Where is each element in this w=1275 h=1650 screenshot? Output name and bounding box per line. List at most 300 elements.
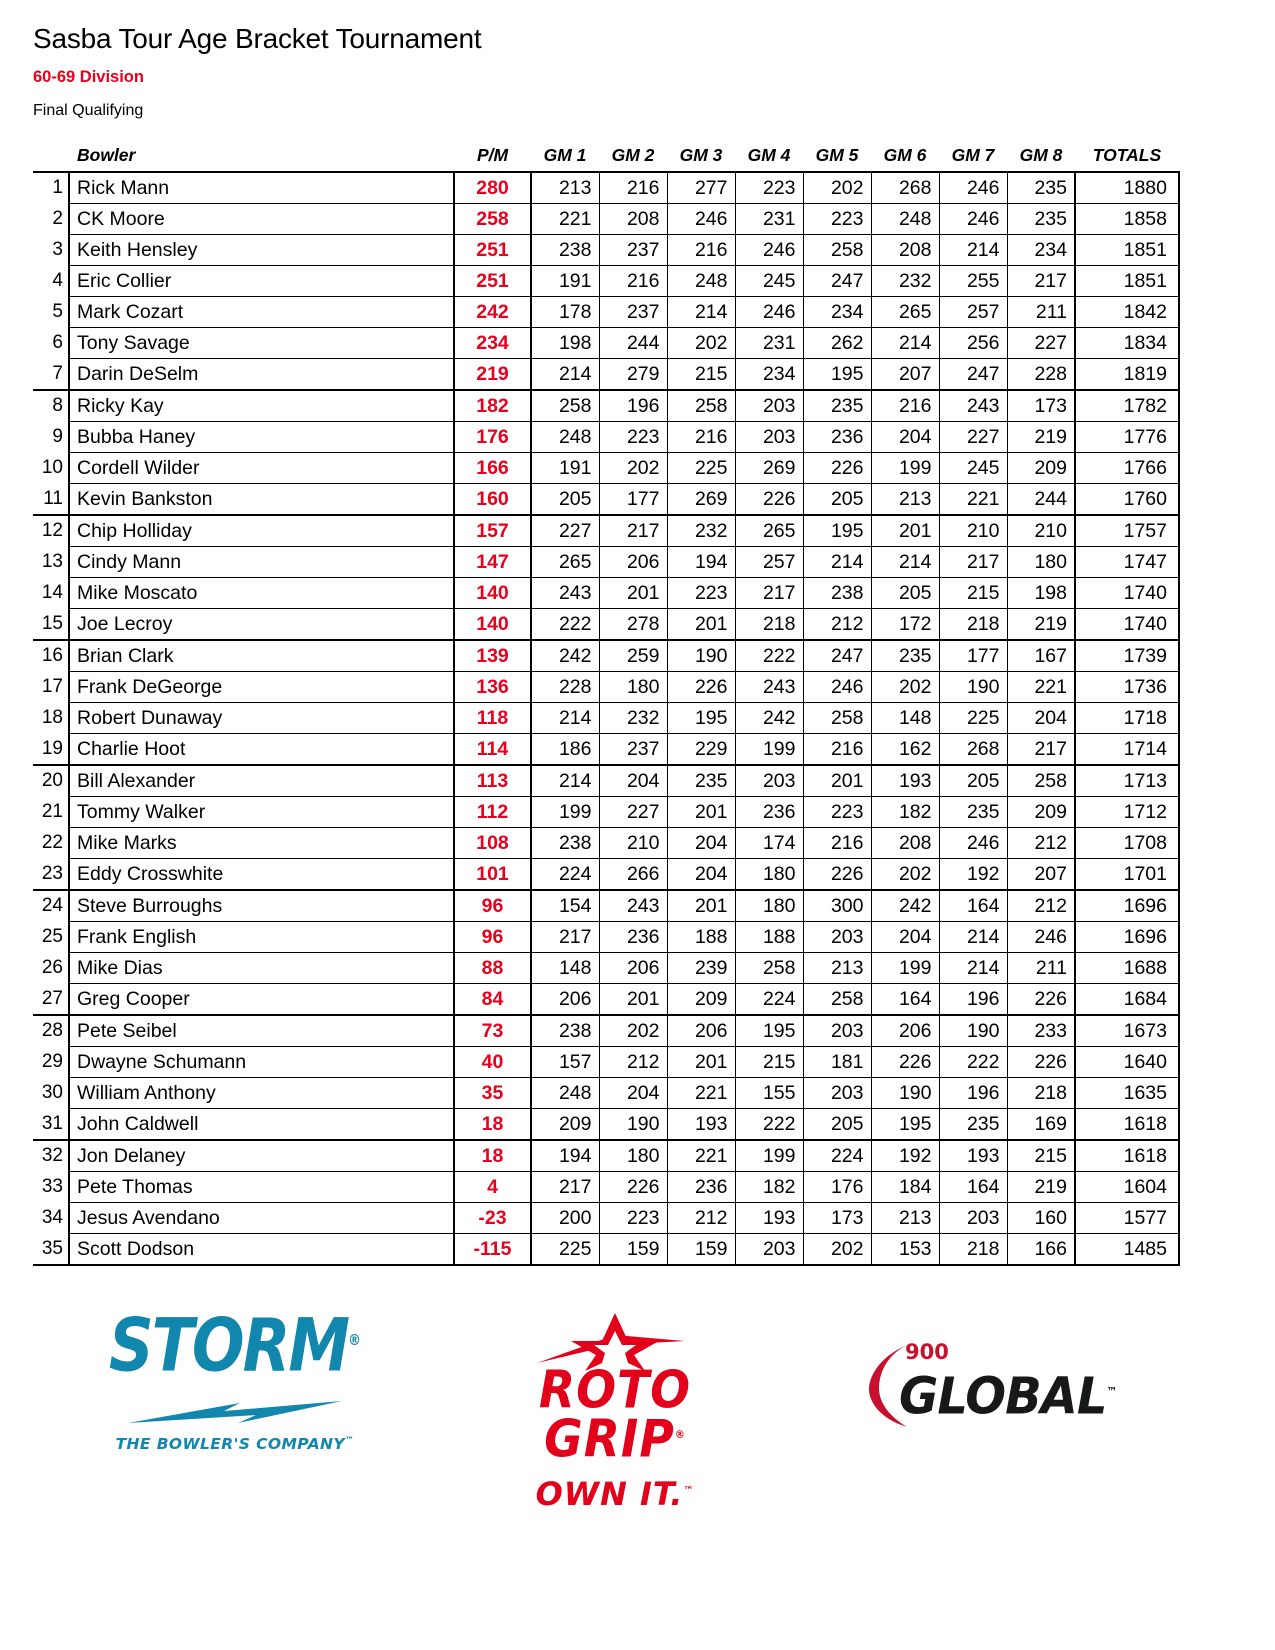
cell-game-2: 279 — [599, 359, 667, 391]
cell-bowler-name: Dwayne Schumann — [69, 1047, 454, 1078]
cell-game-2: 202 — [599, 1015, 667, 1047]
global-900-lockup — [865, 1340, 1117, 1429]
cell-game-8: 212 — [1007, 828, 1075, 859]
cell-game-2: 226 — [599, 1172, 667, 1203]
cell-pm: 251 — [454, 266, 531, 297]
cell-game-8: 160 — [1007, 1203, 1075, 1234]
cell-game-1: 248 — [531, 422, 599, 453]
roto-grip-line3-text: OWN IT. — [535, 1474, 684, 1513]
cell-pm: 219 — [454, 359, 531, 391]
cell-game-2: 237 — [599, 297, 667, 328]
cell-rank: 2 — [52, 208, 63, 229]
cell-pm: 84 — [454, 984, 531, 1016]
cell-game-5: 195 — [803, 359, 871, 391]
column-header-bowler: Bowler — [77, 145, 136, 165]
cell-game-8: 210 — [1007, 515, 1075, 547]
cell-bowler-name: Charlie Hoot — [69, 734, 454, 766]
cell-game-3: 223 — [667, 578, 735, 609]
cell-game-4: 182 — [735, 1172, 803, 1203]
cell-game-5: 176 — [803, 1172, 871, 1203]
cell-game-8: 235 — [1007, 204, 1075, 235]
cell-game-6: 206 — [871, 1015, 939, 1047]
cell-total: 1604 — [1075, 1172, 1179, 1203]
cell-game-8: 219 — [1007, 609, 1075, 641]
cell-game-2: 227 — [599, 797, 667, 828]
cell-game-1: 217 — [531, 922, 599, 953]
cell-game-6: 162 — [871, 734, 939, 766]
cell-game-2: 201 — [599, 578, 667, 609]
cell-game-3: 239 — [667, 953, 735, 984]
column-header-rank — [33, 138, 69, 172]
cell-game-6: 164 — [871, 984, 939, 1016]
cell-total: 1776 — [1075, 422, 1179, 453]
cell-game-4: 222 — [735, 1109, 803, 1141]
storm-wordmark-text: STORM — [108, 1302, 349, 1389]
cell-game-7: 214 — [939, 922, 1007, 953]
cell-pm: -115 — [454, 1234, 531, 1266]
cell-game-2: 177 — [599, 484, 667, 516]
cell-total: 1696 — [1075, 890, 1179, 922]
cell-game-7: 235 — [939, 797, 1007, 828]
cell-game-8: 211 — [1007, 953, 1075, 984]
cell-game-5: 203 — [803, 922, 871, 953]
cell-game-1: 191 — [531, 266, 599, 297]
cell-pm: 176 — [454, 422, 531, 453]
cell-game-7: 164 — [939, 890, 1007, 922]
table-row — [33, 204, 1179, 235]
cell-rank: 8 — [33, 390, 69, 422]
cell-game-5: 202 — [803, 172, 871, 204]
cell-pm: 40 — [454, 1047, 531, 1078]
cell-total: 1485 — [1075, 1234, 1179, 1266]
cell-game-1: 213 — [531, 172, 599, 204]
cell-game-8: 211 — [1007, 297, 1075, 328]
cell-game-4: 193 — [735, 1203, 803, 1234]
cell-game-7: 217 — [939, 547, 1007, 578]
table-row — [33, 328, 1179, 359]
cell-game-7: 196 — [939, 984, 1007, 1016]
cell-total: 1696 — [1075, 922, 1179, 953]
cell-pm: 234 — [454, 328, 531, 359]
cell-game-7: 257 — [939, 297, 1007, 328]
cell-game-1: 148 — [531, 953, 599, 984]
cell-game-2: 223 — [599, 422, 667, 453]
cell-game-1: 191 — [531, 453, 599, 484]
cell-rank: 31 — [41, 1112, 63, 1134]
cell-game-6: 204 — [871, 422, 939, 453]
cell-game-6: 216 — [871, 390, 939, 422]
results-table-body — [33, 172, 1179, 1265]
cell-game-6: 195 — [871, 1109, 939, 1141]
cell-total: 1747 — [1075, 547, 1179, 578]
lightning-bolt-icon — [95, 1399, 375, 1425]
cell-pm: 166 — [454, 453, 531, 484]
cell-rank: 16 — [33, 640, 69, 672]
cell-game-8: 228 — [1007, 359, 1075, 391]
cell-pm: 18 — [454, 1140, 531, 1172]
table-row — [33, 235, 1179, 266]
cell-rank: 34 — [41, 1207, 63, 1228]
table-row — [33, 828, 1179, 859]
cell-game-1: 205 — [531, 484, 599, 516]
cell-game-7: 177 — [939, 640, 1007, 672]
cell-game-8: 209 — [1007, 453, 1075, 484]
cell-total: 1782 — [1075, 390, 1179, 422]
cell-game-8: 226 — [1007, 984, 1075, 1016]
column-header-gm6: GM 6 — [883, 145, 927, 165]
cell-game-8: 204 — [1007, 703, 1075, 734]
table-row — [33, 672, 1179, 703]
cell-game-7: 205 — [939, 765, 1007, 797]
cell-rank: 4 — [52, 270, 63, 291]
cell-game-4: 174 — [735, 828, 803, 859]
cell-game-3: 225 — [667, 453, 735, 484]
sponsor-logos — [0, 1295, 1275, 1525]
cell-game-5: 247 — [803, 640, 871, 672]
cell-total: 1736 — [1075, 672, 1179, 703]
column-header-gm1: GM 1 — [543, 145, 587, 165]
table-row — [33, 1172, 1179, 1203]
cell-rank: 1 — [33, 172, 69, 204]
cell-rank: 30 — [41, 1082, 63, 1103]
cell-game-7: 246 — [939, 204, 1007, 235]
cell-game-4: 245 — [735, 266, 803, 297]
table-row — [33, 734, 1179, 766]
cell-game-3: 188 — [667, 922, 735, 953]
cell-game-3: 193 — [667, 1109, 735, 1141]
cell-game-6: 204 — [871, 922, 939, 953]
cell-game-6: 235 — [871, 640, 939, 672]
cell-game-2: 232 — [599, 703, 667, 734]
cell-rank: 11 — [43, 487, 63, 509]
cell-game-4: 199 — [735, 1140, 803, 1172]
column-header-gm3: GM 3 — [679, 145, 723, 165]
cell-game-5: 234 — [803, 297, 871, 328]
cell-rank: 32 — [33, 1140, 69, 1172]
results-table-container — [33, 138, 1167, 1266]
cell-total: 1851 — [1075, 235, 1179, 266]
cell-game-3: 201 — [667, 1047, 735, 1078]
cell-game-5: 300 — [803, 890, 871, 922]
cell-game-3: 236 — [667, 1172, 735, 1203]
cell-game-1: 243 — [531, 578, 599, 609]
column-header-gm4: GM 4 — [747, 145, 791, 165]
cell-total: 1618 — [1075, 1109, 1179, 1141]
cell-game-3: 221 — [667, 1140, 735, 1172]
cell-total: 1688 — [1075, 953, 1179, 984]
cell-pm: 157 — [454, 515, 531, 547]
table-row — [33, 1109, 1179, 1141]
cell-total: 1740 — [1075, 609, 1179, 641]
cell-game-1: 238 — [531, 235, 599, 266]
cell-game-4: 218 — [735, 609, 803, 641]
cell-bowler-name: Rick Mann — [69, 172, 454, 204]
cell-game-7: 196 — [939, 1078, 1007, 1109]
cell-pm: 114 — [454, 734, 531, 766]
global-900-text — [899, 1340, 1117, 1426]
cell-game-5: 202 — [803, 1234, 871, 1266]
cell-game-4: 258 — [735, 953, 803, 984]
cell-pm: 147 — [454, 547, 531, 578]
cell-game-8: 258 — [1007, 765, 1075, 797]
cell-game-4: 234 — [735, 359, 803, 391]
cell-game-5: 205 — [803, 484, 871, 516]
cell-game-5: 223 — [803, 204, 871, 235]
cell-game-5: 216 — [803, 734, 871, 766]
table-row — [33, 609, 1179, 641]
cell-rank: 18 — [41, 707, 63, 728]
table-row — [33, 703, 1179, 734]
cell-game-8: 218 — [1007, 1078, 1075, 1109]
cell-game-7: 245 — [939, 453, 1007, 484]
document-header — [33, 22, 1133, 122]
cell-game-2: 216 — [599, 172, 667, 204]
cell-total: 1718 — [1075, 703, 1179, 734]
table-row — [33, 1140, 1179, 1172]
cell-game-6: 193 — [871, 765, 939, 797]
cell-game-1: 217 — [531, 1172, 599, 1203]
cell-game-7: 268 — [939, 734, 1007, 766]
cell-rank: 17 — [41, 676, 63, 697]
cell-game-5: 205 — [803, 1109, 871, 1141]
cell-game-2: 236 — [599, 922, 667, 953]
cell-game-4: 180 — [735, 859, 803, 891]
cell-game-1: 214 — [531, 765, 599, 797]
cell-game-5: 246 — [803, 672, 871, 703]
cell-game-5: 173 — [803, 1203, 871, 1234]
cell-game-3: 159 — [667, 1234, 735, 1266]
cell-rank: 25 — [41, 926, 63, 947]
cell-game-6: 213 — [871, 1203, 939, 1234]
cell-game-8: 215 — [1007, 1140, 1075, 1172]
table-row — [33, 515, 1179, 547]
cell-game-1: 227 — [531, 515, 599, 547]
table-row — [33, 578, 1179, 609]
division-label: 60-69 Division — [33, 68, 144, 86]
cell-game-2: 237 — [599, 734, 667, 766]
cell-pm: 18 — [454, 1109, 531, 1141]
storm-wordmark — [108, 1302, 362, 1389]
cell-game-8: 198 — [1007, 578, 1075, 609]
cell-game-6: 265 — [871, 297, 939, 328]
storm-tagline-text: THE BOWLER'S COMPANY — [115, 1434, 346, 1453]
cell-game-2: 159 — [599, 1234, 667, 1266]
cell-bowler-name: Mark Cozart — [69, 297, 454, 328]
cell-game-8: 217 — [1007, 734, 1075, 766]
cell-rank: 5 — [52, 301, 63, 322]
cell-game-4: 203 — [735, 765, 803, 797]
cell-rank: 7 — [52, 362, 63, 384]
stage-label: Final Qualifying — [33, 102, 144, 119]
cell-game-3: 214 — [667, 297, 735, 328]
cell-game-4: 203 — [735, 1234, 803, 1266]
cell-game-2: 206 — [599, 547, 667, 578]
table-row — [33, 297, 1179, 328]
cell-pm: 88 — [454, 953, 531, 984]
cell-game-2: 278 — [599, 609, 667, 641]
cell-game-6: 268 — [871, 172, 939, 204]
cell-game-1: 186 — [531, 734, 599, 766]
cell-game-7: 256 — [939, 328, 1007, 359]
cell-game-5: 238 — [803, 578, 871, 609]
cell-game-7: 246 — [939, 172, 1007, 204]
cell-game-8: 226 — [1007, 1047, 1075, 1078]
cell-game-4: 180 — [735, 890, 803, 922]
cell-game-5: 212 — [803, 609, 871, 641]
cell-game-8: 169 — [1007, 1109, 1075, 1141]
cell-game-7: 192 — [939, 859, 1007, 891]
cell-game-4: 195 — [735, 1015, 803, 1047]
cell-game-1: 224 — [531, 859, 599, 891]
cell-bowler-name: Eric Collier — [69, 266, 454, 297]
cell-game-2: 210 — [599, 828, 667, 859]
cell-game-3: 194 — [667, 547, 735, 578]
cell-total: 1640 — [1075, 1047, 1179, 1078]
cell-game-5: 226 — [803, 859, 871, 891]
cell-game-6: 214 — [871, 547, 939, 578]
cell-rank: 15 — [41, 612, 63, 634]
cell-game-5: 195 — [803, 515, 871, 547]
cell-game-4: 257 — [735, 547, 803, 578]
cell-total: 1858 — [1075, 204, 1179, 235]
cell-game-6: 207 — [871, 359, 939, 391]
cell-game-6: 184 — [871, 1172, 939, 1203]
cell-game-7: 215 — [939, 578, 1007, 609]
cell-bowler-name: Mike Marks — [69, 828, 454, 859]
cell-game-1: 209 — [531, 1109, 599, 1141]
cell-game-1: 214 — [531, 703, 599, 734]
cell-pm: 182 — [454, 390, 531, 422]
cell-game-2: 180 — [599, 672, 667, 703]
column-header-gm7: GM 7 — [951, 145, 995, 165]
roto-grip-trademark-mark: ™ — [683, 1485, 695, 1496]
cell-game-7: 247 — [939, 359, 1007, 391]
cell-game-4: 243 — [735, 672, 803, 703]
global-wordmark — [899, 1346, 1116, 1426]
column-header-gm2: GM 2 — [611, 145, 655, 165]
cell-game-8: 166 — [1007, 1234, 1075, 1266]
cell-game-2: 243 — [599, 890, 667, 922]
cell-game-1: 198 — [531, 328, 599, 359]
cell-game-4: 188 — [735, 922, 803, 953]
cell-game-7: 255 — [939, 266, 1007, 297]
cell-total: 1577 — [1075, 1203, 1179, 1234]
cell-game-6: 232 — [871, 266, 939, 297]
cell-game-7: 164 — [939, 1172, 1007, 1203]
cell-game-4: 231 — [735, 328, 803, 359]
cell-game-7: 218 — [939, 609, 1007, 641]
cell-game-6: 172 — [871, 609, 939, 641]
global-wordmark-text: GLOBAL — [899, 1367, 1107, 1426]
cell-total: 1819 — [1075, 359, 1179, 391]
cell-game-3: 221 — [667, 1078, 735, 1109]
table-row — [33, 359, 1179, 391]
table-row — [33, 797, 1179, 828]
cell-pm: 113 — [454, 765, 531, 797]
cell-game-7: 246 — [939, 828, 1007, 859]
column-header-gm8: GM 8 — [1019, 145, 1063, 165]
cell-game-7: 222 — [939, 1047, 1007, 1078]
cell-game-7: 210 — [939, 515, 1007, 547]
cell-game-2: 204 — [599, 1078, 667, 1109]
cell-game-6: 148 — [871, 703, 939, 734]
roto-grip-line2 — [470, 1409, 760, 1470]
table-row — [33, 640, 1179, 672]
column-header-pm: P/M — [476, 145, 509, 165]
cell-game-5: 226 — [803, 453, 871, 484]
cell-game-6: 202 — [871, 672, 939, 703]
cell-game-2: 196 — [599, 390, 667, 422]
cell-game-3: 258 — [667, 390, 735, 422]
cell-game-3: 204 — [667, 859, 735, 891]
cell-bowler-name: Pete Thomas — [69, 1172, 454, 1203]
cell-game-6: 199 — [871, 453, 939, 484]
cell-game-7: 221 — [939, 484, 1007, 516]
cell-bowler-name: Keith Hensley — [69, 235, 454, 266]
cell-game-8: 219 — [1007, 422, 1075, 453]
cell-game-5: 258 — [803, 703, 871, 734]
cell-game-8: 217 — [1007, 266, 1075, 297]
cell-game-5: 235 — [803, 390, 871, 422]
cell-bowler-name: Kevin Bankston — [69, 484, 454, 516]
cell-bowler-name: Pete Seibel — [69, 1015, 454, 1047]
cell-total: 1842 — [1075, 297, 1179, 328]
cell-total: 1740 — [1075, 578, 1179, 609]
cell-bowler-name: Eddy Crosswhite — [69, 859, 454, 891]
cell-game-8: 227 — [1007, 328, 1075, 359]
cell-rank: 3 — [52, 239, 63, 260]
storm-trademark-mark: ™ — [345, 1435, 355, 1446]
cell-pm: 73 — [454, 1015, 531, 1047]
cell-bowler-name: Tony Savage — [69, 328, 454, 359]
cell-game-3: 246 — [667, 204, 735, 235]
cell-game-1: 258 — [531, 390, 599, 422]
table-row — [33, 984, 1179, 1016]
cell-bowler-name: Steve Burroughs — [69, 890, 454, 922]
cell-game-2: 206 — [599, 953, 667, 984]
table-row — [33, 859, 1179, 891]
cell-game-4: 203 — [735, 422, 803, 453]
cell-rank: 22 — [41, 832, 63, 853]
cell-bowler-name: Mike Dias — [69, 953, 454, 984]
roto-grip-line2-text: GRIP — [544, 1409, 675, 1470]
cell-bowler-name: Frank DeGeorge — [69, 672, 454, 703]
cell-game-2: 237 — [599, 235, 667, 266]
cell-game-2: 216 — [599, 266, 667, 297]
cell-game-3: 202 — [667, 328, 735, 359]
cell-bowler-name: Frank English — [69, 922, 454, 953]
cell-rank: 28 — [33, 1015, 69, 1047]
cell-game-6: 201 — [871, 515, 939, 547]
cell-pm: 35 — [454, 1078, 531, 1109]
cell-bowler-name: Mike Moscato — [69, 578, 454, 609]
table-row — [33, 1203, 1179, 1234]
cell-rank: 33 — [41, 1176, 63, 1197]
cell-game-3: 232 — [667, 515, 735, 547]
cell-rank: 29 — [41, 1051, 63, 1072]
cell-game-4: 242 — [735, 703, 803, 734]
cell-game-4: 217 — [735, 578, 803, 609]
cell-game-7: 203 — [939, 1203, 1007, 1234]
cell-game-2: 212 — [599, 1047, 667, 1078]
cell-game-6: 182 — [871, 797, 939, 828]
cell-total: 1760 — [1075, 484, 1179, 516]
cell-game-4: 269 — [735, 453, 803, 484]
cell-rank: 23 — [41, 862, 63, 884]
cell-pm: 251 — [454, 235, 531, 266]
cell-game-5: 213 — [803, 953, 871, 984]
cell-rank: 27 — [41, 987, 63, 1009]
